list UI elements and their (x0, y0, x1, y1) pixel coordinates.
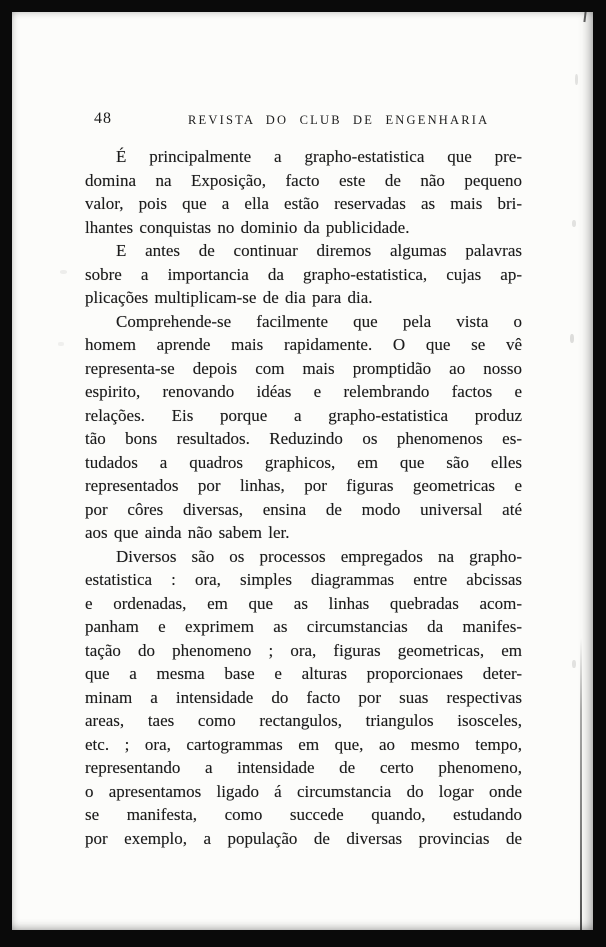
text-line: plicações multiplicam-se de dia para dia. (85, 288, 373, 307)
text-line: minam a intensidade do facto por suas respectivas (85, 687, 522, 707)
text-line: e ordenadas, em que as linhas quebradas acom- (85, 593, 522, 613)
paper (12, 12, 593, 930)
paragraph (85, 545, 522, 851)
text-line: estatistica : ora, simples diagrammas entre abcissas (85, 570, 522, 589)
text-line: por exemplo, a população de diversas provincias de (85, 828, 522, 848)
scan-speck (60, 270, 67, 274)
text-line: E antes de continuar diremos algumas palavras (116, 241, 522, 260)
running-title: REVISTA DO CLUB DE ENGENHARIA (188, 113, 490, 127)
text-line: sobre a importancia da grapho-estatistica, cujas ap- (85, 264, 522, 284)
paragraph (85, 310, 522, 545)
text-line: por côres diversas, ensina de modo universal até (85, 499, 522, 519)
paragraph (85, 145, 522, 239)
text-line: É principalmente a grapho-estatistica que pre- (116, 147, 522, 166)
text-line: relações. Eis porque a grapho-estatistica produz (85, 405, 522, 425)
text-line: representa-se depois com mais promptidão ao nosso (85, 358, 522, 378)
text-line: o apresentamos ligado á circumstancia do logar onde (85, 781, 522, 801)
text-line: etc. ; ora, cartogrammas em que, ao mesmo tempo, (85, 734, 522, 754)
text-line: valor, pois que a ella estão reservadas as mais bri- (85, 194, 522, 213)
scan-speck (570, 334, 574, 343)
text-line: espirito, renovando idéas e relembrando factos e (85, 382, 522, 401)
paragraph (85, 239, 522, 310)
text-line: areas, taes como rectangulos, triangulos isosceles, (85, 711, 522, 730)
text-line: Diversos são os processos empregados na grapho- (116, 546, 522, 566)
text-line: panham e exprimem as circumstancias da manifes- (85, 617, 522, 636)
page-number: 48 (94, 110, 112, 127)
scan-speck (575, 74, 578, 85)
text-line: que a mesma base e alturas proporcionaes deter- (85, 664, 522, 683)
text-line: representados por linhas, por figuras geometricas e (85, 476, 522, 495)
text-line: representando a intensidade de certo phenomeno, (85, 758, 522, 777)
text-line: domina na Exposição, facto este de não pequeno (85, 170, 522, 190)
text-line: tudados a quadros graphicos, em que são elles (85, 452, 522, 472)
text-line: lhantes conquistas no dominio da publicidade. (85, 217, 410, 237)
text-line: Comprehende-se facilmente que pela vista o (116, 311, 522, 331)
scan-speck (572, 660, 576, 668)
text-line: tação do phenomeno ; ora, figuras geometricas, em (85, 640, 522, 660)
body-text (85, 145, 522, 850)
scan-speck (58, 342, 64, 346)
text-line: homem aprende mais rapidamente. O que se vê (85, 335, 522, 354)
text-line: aos que ainda não sabem ler. (85, 523, 290, 542)
page-crease-line (580, 638, 582, 930)
text-line: se manifesta, como succede quando, estudando (85, 805, 522, 824)
scan-speck (572, 220, 576, 227)
corner-fold-mark (574, 2, 606, 11)
text-line: tão bons resultados. Reduzindo os phenomenos es- (85, 429, 522, 448)
